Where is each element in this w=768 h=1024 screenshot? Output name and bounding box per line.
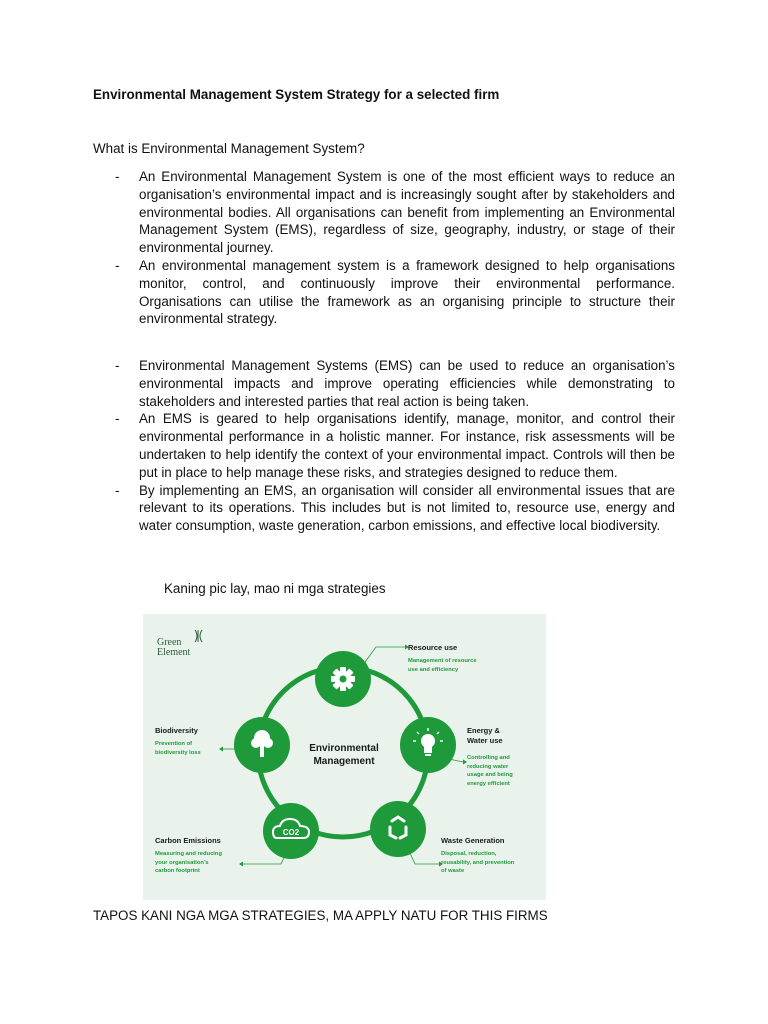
logo-text — [157, 638, 190, 658]
energy-desc-line2: reducing water — [467, 763, 509, 770]
resource-desc-line1: Management of resource — [408, 658, 477, 664]
waste-desc-line3: of waste — [441, 868, 465, 875]
resource-title: Resource use — [408, 643, 458, 652]
ems-diagram — [143, 614, 546, 900]
energy-desc-line4: energy efficient — [467, 780, 510, 787]
carbon-desc-line3: carbon footprint — [155, 868, 200, 875]
bullet-text: An Environmental Management System is one of the most efficient ways to reduce an organisation’s environmental impact and is increasingly sought after by stakeholders and environmental bodies. All organisations can benefit from implementing an Environmental Management System (EMS), regardless of size, geography, industry, or stage of their environmental journey. — [139, 169, 675, 256]
bullet-dash: - — [115, 358, 120, 373]
energy-desc-line1: Controlling and — [467, 755, 510, 761]
section-question: What is Environmental Management System? — [93, 141, 365, 156]
biodiversity-title: Biodiversity — [155, 726, 198, 735]
gear-icon — [331, 667, 355, 691]
logo-mark — [195, 630, 202, 642]
document-title: Environmental Management System Strategy for a selected firm — [93, 87, 500, 102]
waste-title: Waste Generation — [441, 836, 505, 845]
waste-desc — [441, 850, 514, 876]
waste-desc-line2: reusability, and prevention — [441, 859, 515, 866]
carbon-title: Carbon Emissions — [155, 836, 221, 845]
list-item — [93, 410, 675, 481]
center-line1: Environmental — [309, 743, 379, 754]
bullet-dash: - — [115, 257, 120, 273]
waste-desc-line1: Disposal, reduction, — [441, 851, 497, 857]
co2-label: CO2 — [282, 828, 300, 837]
energy-title — [467, 726, 503, 746]
center-line2: Management — [313, 756, 375, 767]
resource-desc — [408, 657, 477, 674]
list-item — [93, 257, 675, 328]
bullet-text: Environmental Management Systems (EMS) can be used to reduce an organisation’s environmental impacts and improve operating efficiencies while demonstrating to stakeholders and interested parties that real action is being taken. — [139, 358, 675, 409]
bullet-text: By implementing an EMS, an organisation will consider all environmental issues that are relevant to its operations. This includes but is not limited to, resource use, energy and water consumption, waste generation, carbon emissions, and effective local biodiversity. — [139, 482, 675, 534]
waste-node — [370, 801, 426, 857]
list-item — [93, 168, 675, 257]
resource-desc-line2: use and efficiency — [408, 666, 459, 673]
logo-line2: Element — [157, 647, 191, 658]
carbon-desc — [155, 850, 222, 876]
footer-note: TAPOS KANI NGA MGA STRATEGIES, MA APPLY NATU FOR THIS FIRMS — [93, 908, 548, 923]
list-item — [93, 357, 675, 410]
biodiversity-desc-line1: Prevention of — [155, 741, 193, 747]
bullet-list-details — [93, 357, 675, 535]
biodiversity-desc — [155, 740, 201, 757]
energy-desc — [467, 754, 513, 788]
biodiversity-desc-line2: biodiversity loss — [155, 749, 201, 756]
carbon-desc-line2: your organisation’s — [155, 859, 209, 866]
bullet-dash: - — [115, 169, 120, 184]
bullet-dash: - — [115, 482, 120, 498]
list-item — [93, 482, 675, 535]
diagram-center-label — [298, 742, 390, 768]
bullet-text: An environmental management system is a framework designed to help organisations monitor, control, and continuously improve their environmental performance. Organisations can utilise the framework as an organising principle to structure their environmental strategy. — [139, 257, 675, 327]
energy-desc-line3: usage and being — [467, 772, 513, 779]
bullet-list-intro — [93, 168, 675, 328]
figure-caption: Kaning pic lay, mao ni mga strategies — [164, 581, 386, 596]
carbon-desc-line1: Measuring and reducing — [155, 851, 222, 857]
logo-line1: Green — [157, 637, 182, 648]
bullet-dash: - — [115, 411, 120, 427]
bullet-text: An EMS is geared to help organisations identify, manage, monitor, and control their environmental performance in a holistic manner. For instance, risk assessments will be undertaken to help identify the context of your environmental impact. Controls will then be put in place to help manage these risks, and strategies designed to reduce them. — [139, 411, 675, 480]
energy-title-line2: Water use — [467, 736, 503, 745]
energy-title-line1: Energy & — [467, 726, 500, 735]
